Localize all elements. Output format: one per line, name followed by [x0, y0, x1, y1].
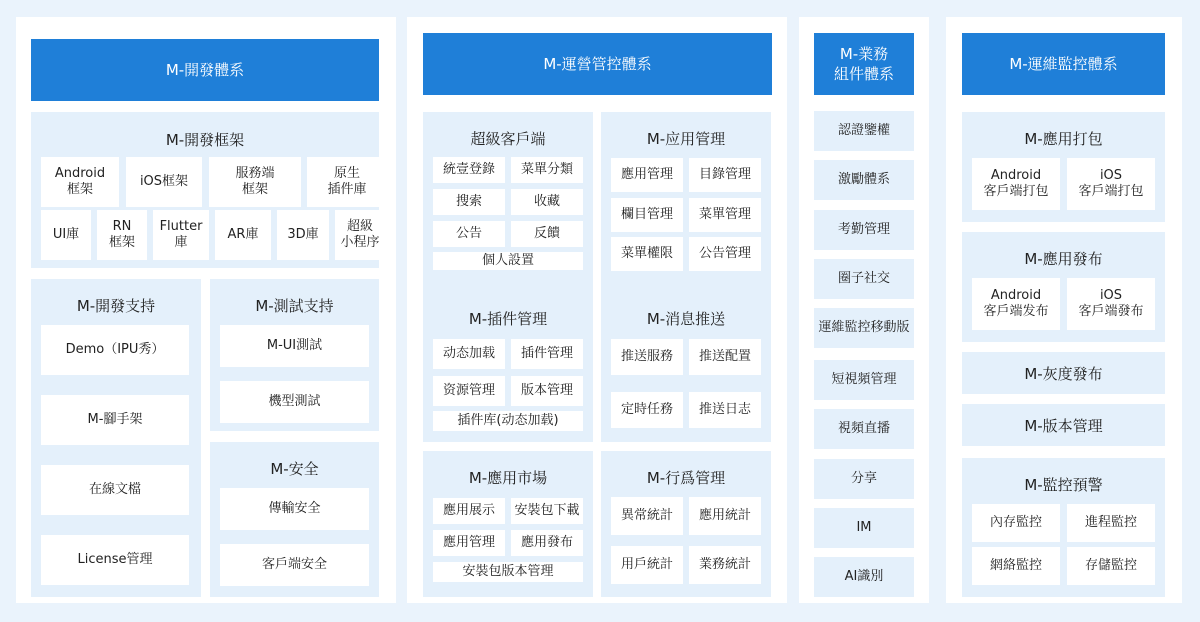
- testing-device: 機型測試: [220, 381, 369, 423]
- market-app-release: 應用發布: [511, 530, 583, 556]
- release-title: M-應用發布: [1024, 250, 1103, 268]
- framework-flutter: Flutter 庫: [153, 210, 209, 260]
- push-service: 推送服務: [611, 339, 683, 375]
- biz-incentive: 激勵體系: [814, 160, 914, 200]
- market-title: M-應用市場: [468, 469, 548, 487]
- biz-share: 分享: [814, 459, 914, 499]
- behavior-exceptions: 異常統計: [611, 497, 683, 535]
- support-demo: Demo（IPU秀）: [41, 325, 189, 375]
- market-package-download: 安裝包下載: [511, 498, 583, 524]
- mon-header: M-運維監控體系: [962, 33, 1165, 95]
- plugin-management: 插件管理: [511, 339, 583, 369]
- mon-packaging-group: [962, 112, 1165, 222]
- framework-ios: iOS框架: [126, 157, 202, 207]
- market-app-management: 應用管理: [433, 530, 505, 556]
- mon-column: [946, 17, 1182, 603]
- ops-appmgmt-group: [601, 112, 771, 292]
- mon-release-group: [962, 232, 1165, 342]
- superclient-announcement: 公告: [433, 221, 505, 247]
- behavior-title: M-行爲管理: [646, 469, 726, 487]
- mon-alert-group: [962, 458, 1165, 597]
- dev-support-title: M-開發支持: [76, 297, 156, 315]
- biz-column: [799, 17, 929, 603]
- ops-superclient-group: [423, 112, 593, 292]
- superclient-favorites: 收藏: [511, 189, 583, 215]
- dev-framework-title: M-開發框架: [165, 131, 245, 149]
- framework-ui-lib: UI庫: [41, 210, 91, 260]
- push-scheduled-tasks: 定時任務: [611, 392, 683, 428]
- market-package-versions: 安裝包版本管理: [433, 562, 583, 582]
- ops-plugin-group: [423, 292, 593, 442]
- framework-rn: RN 框架: [97, 210, 147, 260]
- framework-mini-program: 超級 小程序: [335, 210, 385, 260]
- appmgmt-apps: 應用管理: [611, 158, 683, 192]
- alert-title: M-監控預警: [1024, 476, 1103, 494]
- superclient-feedback: 反饋: [511, 221, 583, 247]
- push-config: 推送配置: [689, 339, 761, 375]
- alert-process: 進程監控: [1067, 504, 1155, 542]
- biz-im: IM: [814, 508, 914, 548]
- superclient-search: 搜索: [433, 189, 505, 215]
- superclient-menu-category: 菜單分類: [511, 157, 583, 183]
- biz-social: 圈子社交: [814, 259, 914, 299]
- release-ios: iOS 客戶端發布: [1067, 278, 1155, 330]
- mon-version-management: [962, 404, 1165, 446]
- plugin-versions: 版本管理: [511, 376, 583, 406]
- biz-live-video: 視頻直播: [814, 409, 914, 449]
- dev-security-title: M-安全: [270, 460, 319, 478]
- appmgmt-menu-permissions: 菜單權限: [611, 237, 683, 271]
- dev-support-group: [31, 279, 201, 597]
- dev-testing-title: M-測試支持: [255, 297, 334, 315]
- release-android: Android 客戶端发布: [972, 278, 1060, 330]
- ops-push-group: [601, 292, 771, 442]
- plugin-resources: 资源管理: [433, 376, 505, 406]
- plugin-dynamic-load: 动态加载: [433, 339, 505, 369]
- packaging-android: Android 客戶端打包: [972, 158, 1060, 210]
- support-online-docs: 在線文檔: [41, 465, 189, 515]
- ops-market-group: [423, 451, 593, 597]
- security-client: 客戶端安全: [220, 544, 369, 586]
- biz-header: M-業務 組件體系: [814, 33, 914, 95]
- biz-attendance: 考勤管理: [814, 210, 914, 250]
- superclient-sso: 統壹登錄: [433, 157, 505, 183]
- dev-security-group: [210, 442, 379, 597]
- packaging-ios: iOS 客戶端打包: [1067, 158, 1155, 210]
- framework-server: 服務端 框架: [209, 157, 301, 207]
- support-scaffold: M-腳手架: [41, 395, 189, 445]
- ops-header: M-運營管控體系: [423, 33, 772, 95]
- packaging-title: M-應用打包: [1024, 130, 1103, 148]
- alert-memory: 內存監控: [972, 504, 1060, 542]
- gray-release-title: M-灰度發布: [1024, 365, 1103, 383]
- superclient-title: 超級客戶端: [470, 130, 546, 148]
- alert-network: 網絡監控: [972, 547, 1060, 585]
- biz-ai-recognition: AI識別: [814, 557, 914, 597]
- ops-column: [407, 17, 787, 603]
- framework-native-plugin: 原生 插件庫: [307, 157, 387, 207]
- appmgmt-menus: 菜單管理: [689, 198, 761, 232]
- security-transport: 傳輸安全: [220, 488, 369, 530]
- dev-header: M-開發體系: [31, 39, 379, 101]
- plugin-title: M-插件管理: [468, 310, 548, 328]
- behavior-business-stats: 業務統計: [689, 546, 761, 584]
- ops-behavior-group: [601, 451, 771, 597]
- testing-ui: M-UI測試: [220, 325, 369, 367]
- dev-framework-group: [31, 112, 379, 268]
- behavior-user-stats: 用戶統計: [611, 546, 683, 584]
- appmgmt-columns: 欄目管理: [611, 198, 683, 232]
- biz-short-video: 短視頻管理: [814, 360, 914, 400]
- dev-column: [16, 17, 396, 603]
- market-showcase: 應用展示: [433, 498, 505, 524]
- push-title: M-消息推送: [646, 310, 726, 328]
- appmgmt-title: M-应用管理: [646, 130, 726, 148]
- framework-ar: AR庫: [215, 210, 271, 260]
- mon-gray-release: [962, 352, 1165, 394]
- support-license: License管理: [41, 535, 189, 585]
- superclient-personal-settings: 個人設置: [433, 252, 583, 270]
- framework-android: Android 框架: [41, 157, 119, 207]
- biz-auth: 認證鑒權: [814, 111, 914, 151]
- dev-testing-group: [210, 279, 379, 431]
- version-management-title: M-版本管理: [1024, 417, 1103, 435]
- appmgmt-announcements: 公告管理: [689, 237, 761, 271]
- behavior-app-stats: 應用統計: [689, 497, 761, 535]
- biz-ops-mobile: 運維監控移動版: [814, 308, 914, 348]
- framework-3d: 3D庫: [277, 210, 329, 260]
- alert-storage: 存儲監控: [1067, 547, 1155, 585]
- push-logs: 推送日志: [689, 392, 761, 428]
- plugin-library: 插件库(动态加载): [433, 411, 583, 431]
- appmgmt-catalog: 目錄管理: [689, 158, 761, 192]
